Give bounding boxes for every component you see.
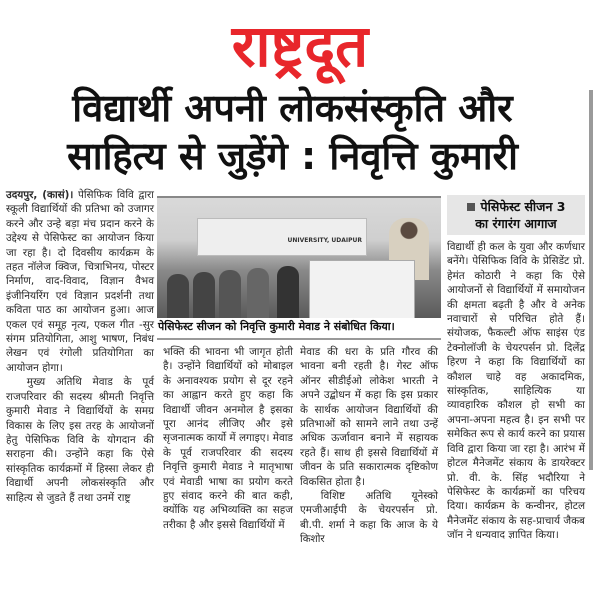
paragraph: भक्ति की भावना भी जागृत होती है। उन्होंने विद्यार्थियों को मोबाइल के अनावश्यक प्रयोग से दूर रहने का आह्वान करते हुए कहा कि विद्यार्थी जीवन अनमोल है इसका पूरा आनंद लीजिए और इसे सृजनात्मक कार्यो में लगाइए। मेवाड के पूर्व राजपरिवार की सदस्य निवृत्ति कुमारी मेवाड ने मातृभाषा एवं मेवाडी भाषा का प्रयोग करते हुए संवाद करने की बात कही, क्योंकि यह अभिव्यक्ति का सहज तरीका है और इससे विद्यार्थियों में <box>163 346 293 531</box>
paragraph: मेवाड की धरा के प्रति गौरव की भावना बनी रहती है। गेस्ट ऑफ ऑनर सीडीईओ लोकेश भारती ने अपने उद्बोधन में कहा कि इस प्रकार के सार्थक आयोजन विद्यार्थियों की प्रतिभाओं को सामने लाने तथा उन्हें अधिक ऊर्जावान बनाने में सहायक रहते हैं। साथ ही इससे विद्यार्थियों में जीवन के प्रति सकारात्मक दृष्टिकोण विकसित होता है। <box>300 346 438 488</box>
headline-line-2: साहित्य से जुड़ेंगे : निवृत्ति कुमारी <box>67 134 518 178</box>
headline-line-1: विद्यार्थी अपनी लोकसंस्कृति और <box>72 86 513 130</box>
paragraph: विद्यार्थी ही कल के युवा और कर्णधार बनेंगे। पेसिफिक विवि के प्रेसिडेंट प्रो. हेमंत कोठारी ने कहा कि ऐसे आयोजनों से विद्यार्थियों में समायोजन की क्षमता बढ़ती है और वे अनेक नवाचारों से परिचित होते हैं। संयोजक, फैकल्टी ऑफ साइंस एंड टेक्नोलॉजी के चेयरपर्सन प्रो. दिलेंद्र हिरण ने कहा कि विद्यार्थियों का कौशल चाहे वह अकादमिक, सांस्कृतिक, साहित्यिक या व्यावहारिक कौशल हो सभी का अपना-अपना महत्व है। इन सभी पर समेकित रूप से कार्य करने का प्रयास विवि द्वारा किया जा रहा है। आरंभ में होटल मैनेजमेंट संकाय के डायरेक्टर प्रो. वी. के. सिंह भदौरिया ने पेसिफेस्ट के कार्यक्रमों का परिचय दिया। कार्यक्रम के कन्वीनर, होटल मैनेजमेंट संकाय के सह-प्राचार्य जैकब जॉन ने धन्यवाद ज्ञापित किया। <box>447 241 585 542</box>
column-divider-rule <box>157 338 441 340</box>
square-bullet-icon <box>467 203 475 211</box>
article-column-3 <box>300 345 438 547</box>
paragraph: मुख्य अतिथि मेवाड के पूर्व राजपरिवार की सदस्य श्रीमती निवृत्ति कुमारी मेवाड ने विद्यार्थियों के समग्र विकास के लिए इस तरह के आयोजनों हेतु पेसिफिक विवि के योगदान की सराहना की। उन्होंने कहा कि ऐसे सांस्कृतिक कार्यक्रमों में हिस्सा लेकर ही विद्यार्थी अपनी लोकसंस्कृति और साहित्य से जुडते हैं तथा उनमें राष्ट्र <box>6 376 154 504</box>
photo-person <box>247 268 269 318</box>
article-column-1 <box>6 188 154 505</box>
subheading-line-1: पेसिफेस्ट सीजन 3 <box>480 199 566 214</box>
subheading-line-2: का रंगारंग आगाज <box>475 216 557 231</box>
photo-person <box>219 270 241 318</box>
photo-podium <box>309 260 415 318</box>
right-border-rule <box>589 90 593 470</box>
event-photo <box>157 196 441 318</box>
photo-person <box>277 266 299 318</box>
headline <box>20 84 565 180</box>
paragraph: पेसिफिक विवि द्वारा स्कूली विद्यार्थियों की प्रतिभा को उजागर करने और उन्हे बड़ा मंच प्रदान करने के उद्देश्य से पेसिफेस्ट का आयोजन किया जा रहा है। दो दिवसीय कार्यक्रम के तहत नॉलेज क्विज, चित्राभिनय, पोस्टर निर्माण, वाद-विवाद, विज्ञान वैभव इंजीनियरिंग एवं विज्ञान प्रदर्शनी तथा कविता पाठ का आयोजन हुआ। आज एकल एवं समूह नृत्य, एकल गीत -सुर संगम प्रतियोगिता, आशु भाषण, निबंध लेखन एवं रंगोली प्रतियोगिता का आयोजन होगा। <box>6 189 154 374</box>
article-column-4 <box>447 240 585 543</box>
paragraph: विशिष्ट अतिथि यूनेस्को एमजीआईपी के चेयरपर्सन प्रो. बी.पी. शर्मा ने कहा कि आज के ये किशोर <box>300 490 438 546</box>
newspaper-masthead: राष्ट्रदूत <box>231 12 369 80</box>
dateline: उदयपुर, (कासं)। <box>6 189 74 201</box>
photo-banner: UNIVERSITY, UDAIPUR <box>197 218 367 256</box>
subheading-box <box>447 195 585 235</box>
photo-caption: पेसिफेस्ट सीजन को निवृत्ति कुमारी मेवाड ने संबोधित किया। <box>158 320 395 333</box>
article-column-2 <box>163 345 293 532</box>
photo-person <box>167 274 189 318</box>
photo-person <box>193 272 215 318</box>
